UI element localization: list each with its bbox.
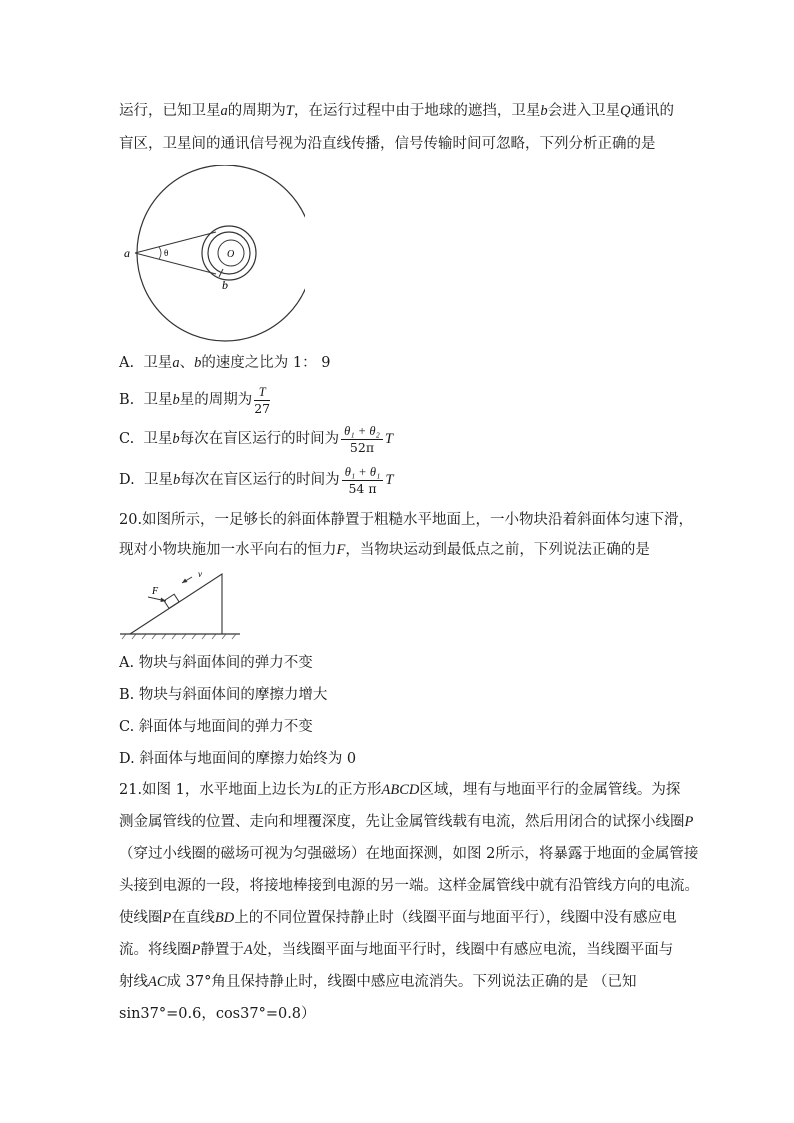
q21-line7: 射线AC成 37°角且保持静止时，线圈中感应电流消失。下列说法正确的是 （已知	[119, 974, 637, 990]
q20-option-d: D. 斜面体与地面间的摩擦力始终为 0	[119, 751, 357, 767]
fraction-period: $\frac{T}{27}$	[254, 384, 271, 416]
q19-option-a: A. 卫星a、b的速度之比为 1： 9	[119, 355, 331, 371]
fraction-time-c: $\frac{\text{θ₁ + θ₂}}{52\pi}$	[341, 424, 383, 455]
fraction-time-d: $\frac{\text{θ₁ + θ₁}}{54 \pi}$	[342, 465, 384, 496]
q21-line6: 流。将线圈P静置于A处，当线圈平面与地面平行时，线圈中有感应电流，当线圈平面与	[119, 942, 674, 958]
q19-option-b: B. 卫星b星的周期为 $\frac{T}{27}$	[119, 384, 271, 416]
q19-option-d: D. 卫星b每次在盲区运行的时间为 $\frac{\text{θ₁ + θ₁}}{54 \pi}$ T	[119, 464, 394, 496]
label-O: O	[227, 249, 235, 260]
q21-line8: sin37°=0.6，cos37°=0.8）	[119, 1006, 316, 1022]
q21-line1: 21.如图 1，水平地面上边长为L的正方形ABCD区域，埋有与地面平行的金属管线。为探	[119, 782, 681, 798]
q20-stem-line2: 现对小物块施加一水平向右的恒力F，当物块运动到最低点之前，下列说法正确的是	[119, 542, 650, 558]
q19-option-c: C. 卫星b每次在盲区运行的时间为 $\frac{\text{θ₁ + θ₂}}{52\pi}$ T	[119, 423, 393, 455]
q20-incline-figure	[118, 566, 243, 642]
label-a: a	[124, 246, 130, 260]
label-v: v	[198, 569, 202, 579]
q21-line5: 使线圈P在直线BD上的不同位置保持静止时（线圈平面与地面平行），线圈中没有感应电	[119, 910, 677, 926]
q20-option-b: B. 物块与斜面体间的摩擦力增大	[119, 687, 328, 703]
q19-stem-line1: 运行，已知卫星a的周期为T，在运行过程中由于地球的遮挡，卫星b会进入卫星Q通讯的	[119, 103, 675, 119]
q21-line4: 头接到电源的一段，将接地棒接到电源的另一端。这样金属管线中就有沿管线方向的电流。	[119, 878, 699, 894]
q19-stem-line2: 盲区，卫星间的通讯信号视为沿直线传播，信号传输时间可忽略，下列分析正确的是	[119, 136, 656, 152]
q20-stem-line1: 20.如图所示，一足够长的斜面体静置于粗糙水平地面上，一小物块沿着斜面体匀速下滑，	[119, 512, 694, 528]
q20-option-a: A. 物块与斜面体间的弹力不变	[119, 655, 313, 671]
q21-line3: （穿过小线圈的磁场可视为匀强磁场）在地面探测，如图 2所示，将暴露于地面的金属管接	[119, 846, 699, 862]
label-theta: θ	[164, 248, 169, 258]
q21-line2: 测金属管线的位置、走向和埋覆深度，先让金属管线载有电流，然后用闭合的试探小线圈P	[119, 814, 694, 830]
label-F: F	[152, 586, 159, 597]
q19-orbit-figure	[115, 165, 305, 350]
q20-option-c: C. 斜面体与地面间的弹力不变	[119, 719, 313, 735]
label-b: b	[222, 278, 228, 292]
